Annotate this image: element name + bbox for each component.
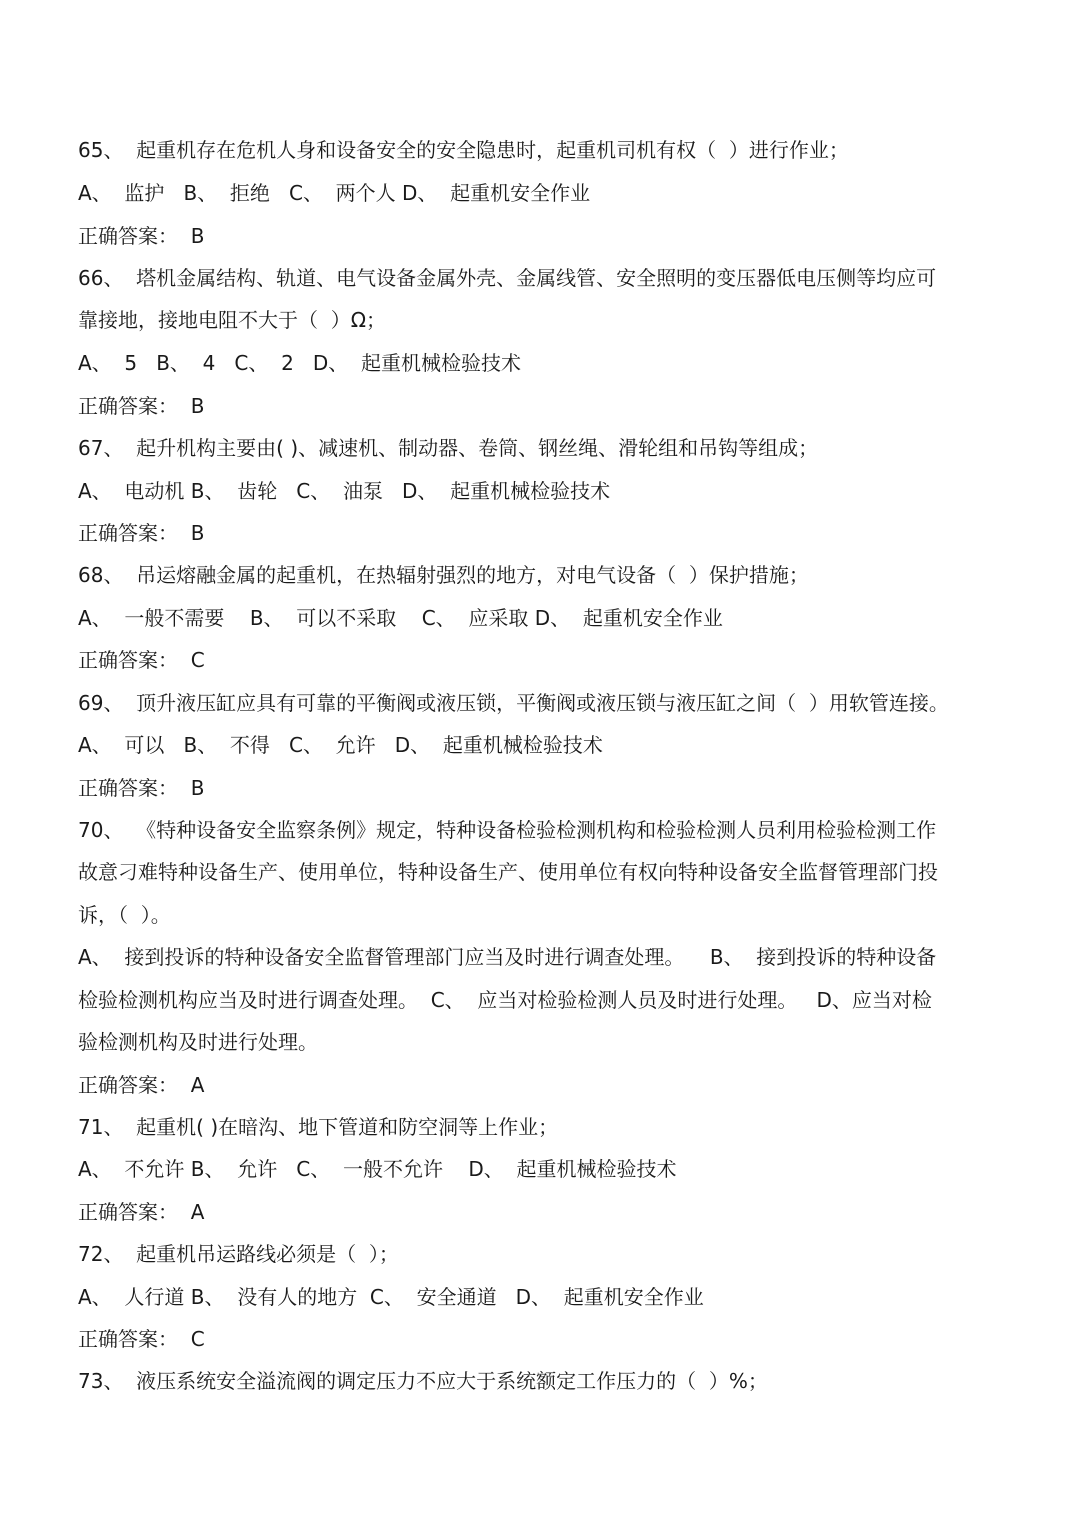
- question-68-text: 68、 吊运熔融金属的起重机，在热辐射强烈的地方，对电气设备（ ）保护措施；: [78, 563, 809, 587]
- question-73-text: 73、 液压系统安全溢流阀的调定压力不应大于系统额定工作压力的（ ）%；: [78, 1369, 768, 1393]
- question-65-answer: 正确答案： B: [78, 224, 205, 248]
- question-68-answer: 正确答案： C: [78, 648, 205, 672]
- question-66-text-cont: 靠接地，接地电阻不大于（ ）Ω；: [78, 308, 386, 332]
- question-72-options: A、 人行道 B、 没有人的地方 C、 安全通道 D、 起重机安全作业: [78, 1285, 704, 1309]
- question-70-text: 70、 《特种设备安全监察条例》规定，特种设备检验检测机构和检验检测人员利用检验检测工作: [78, 818, 937, 842]
- question-66-text: 66、 塔机金属结构、轨道、电气设备金属外壳、金属线管、安全照明的变压器低电压侧等均应可: [78, 266, 937, 290]
- question-71-answer: 正确答案： A: [78, 1200, 205, 1224]
- question-70-text-cont: 诉，（ ）。: [78, 903, 171, 927]
- question-70-options-cont: 检验检测机构应当及时进行调查处理。 C、 应当对检验检测人员及时进行处理。 D、应当对检: [78, 988, 932, 1012]
- question-69-text: 69、 顶升液压缸应具有可靠的平衡阀或液压锁，平衡阀或液压锁与液压缸之间（ ）用软管连接。: [78, 691, 949, 715]
- question-67-text: 67、 起升机构主要由( )、减速机、制动器、卷筒、钢丝绳、滑轮组和吊钩等组成；: [78, 436, 819, 460]
- question-66-answer: 正确答案： B: [78, 394, 205, 418]
- question-69-answer: 正确答案： B: [78, 776, 205, 800]
- question-70-options-cont: 验检测机构及时进行处理。: [78, 1030, 318, 1054]
- question-68-options: A、 一般不需要 B、 可以不采取 C、 应采取 D、 起重机安全作业: [78, 606, 723, 630]
- question-71-text: 71、 起重机( )在暗沟、地下管道和防空洞等上作业；: [78, 1115, 559, 1139]
- question-66-options: A、 5 B、 4 C、 2 D、 起重机械检验技术: [78, 351, 522, 375]
- question-72-answer: 正确答案： C: [78, 1327, 205, 1351]
- question-70-answer: 正确答案： A: [78, 1073, 205, 1097]
- question-65-text: 65、 起重机存在危机人身和设备安全的安全隐患时，起重机司机有权（ ）进行作业；: [78, 138, 849, 162]
- question-71-options: A、 不允许 B、 允许 C、 一般不允许 D、 起重机械检验技术: [78, 1157, 677, 1181]
- question-67-options: A、 电动机 B、 齿轮 C、 油泵 D、 起重机械检验技术: [78, 479, 611, 503]
- question-70-text-cont: 故意刁难特种设备生产、使用单位，特种设备生产、使用单位有权向特种设备安全监督管理部门投: [78, 860, 938, 884]
- question-67-answer: 正确答案： B: [78, 521, 205, 545]
- question-65-options: A、 监护 B、 拒绝 C、 两个人 D、 起重机安全作业: [78, 181, 591, 205]
- question-70-options: A、 接到投诉的特种设备安全监督管理部门应当及时进行调查处理。 B、 接到投诉的特种设备: [78, 945, 937, 969]
- question-69-options: A、 可以 B、 不得 C、 允许 D、 起重机械检验技术: [78, 733, 603, 757]
- question-72-text: 72、 起重机吊运路线必须是（ ）；: [78, 1242, 399, 1266]
